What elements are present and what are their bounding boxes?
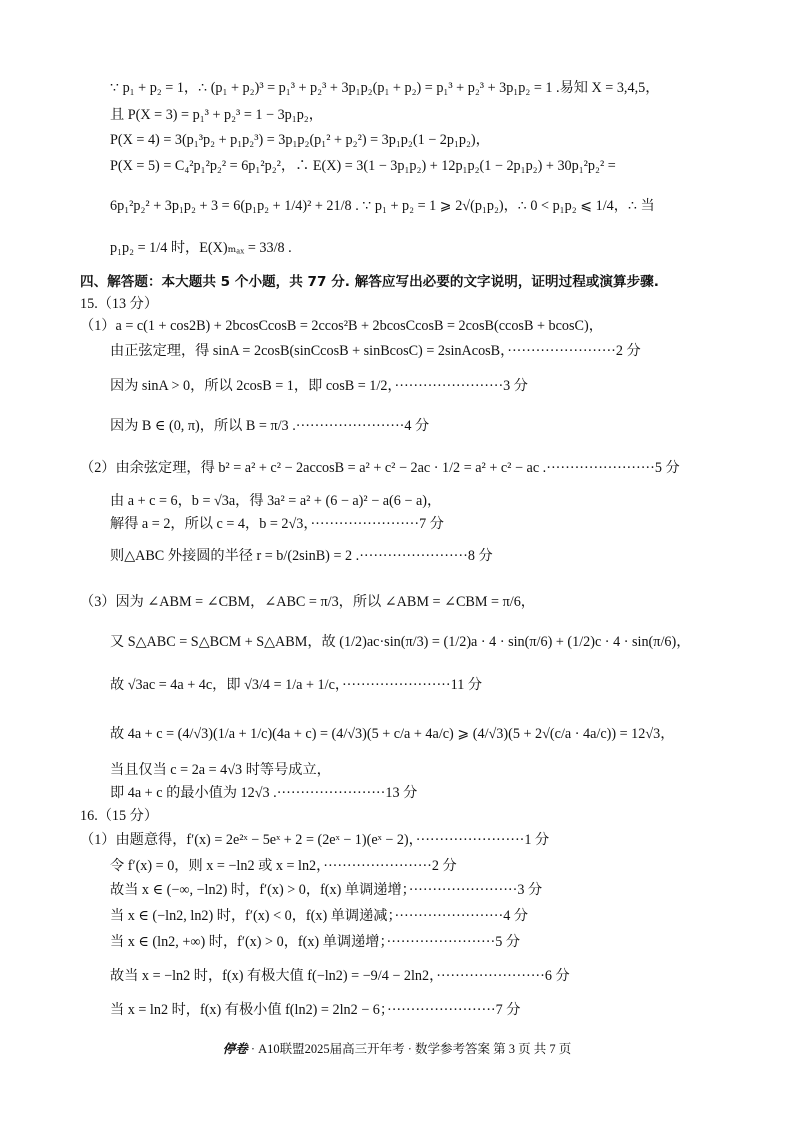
- line-l24: （1）由题意得，f′(x) = 2e²ˣ − 5eˣ + 2 = (2eˣ − 1)(eˣ − 2)，·······················1 分: [80, 832, 550, 848]
- line-l01: ∵ p₁ + p₂ = 1，∴ (p₁ + p₂)³ = p₁³ + p₂³ + 3p₁p₂(p₁ + p₂) = p₁³ + p₂³ + 3p₁p₂ = 1 .易知 X = 3,4,5，: [110, 80, 660, 96]
- line-l13: （2）由余弦定理，得 b² = a² + c² − 2accosB = a² + c² − 2ac · 1/2 = a² + c² − ac .·······················5 分: [80, 460, 680, 476]
- problem-15-header: 15.（13 分）: [80, 296, 159, 312]
- line-l03: P(X = 4) = 3(p₁³p₂ + p₁p₂³) = 3p₁p₂(p₁² + p₂²) = 3p₁p₂(1 − 2p₁p₂)，: [110, 132, 490, 148]
- brand-logo: 停卷: [222, 1041, 248, 1056]
- section-heading: 四、解答题：本大题共 5 个小题，共 77 分. 解答应写出必要的文字说明，证明过程或演算步骤.: [80, 274, 659, 290]
- line-l16: 则△ABC 外接圆的半径 r = b/(2sinB) = 2 .·······················8 分: [110, 548, 493, 564]
- line-l09: （1）a = c(1 + cos2B) + 2bcosCcosB = 2ccos²B + 2bcosCcosB = 2cosB(ccosB + bcosC)，: [80, 318, 603, 334]
- line-l02: 且 P(X = 3) = p₁³ + p₂³ = 1 − 3p₁p₂，: [110, 107, 323, 123]
- line-l04: P(X = 5) = C₄²p₁²p₂² = 6p₁²p₂²，∴ E(X) = 3(1 − 3p₁p₂) + 12p₁p₂(1 − 2p₁p₂) + 30p₁²p₂² =: [110, 158, 616, 174]
- line-l28: 当 x ∈ (ln2, +∞) 时，f′(x) > 0，f(x) 单调递增；·······················5 分: [110, 934, 521, 950]
- line-l15: 解得 a = 2，所以 c = 4，b = 2√3，·······················7 分: [110, 516, 444, 532]
- line-l20: 故 4a + c = (4/√3)(1/a + 1/c)(4a + c) = (4/√3)(5 + c/a + 4a/c) ⩾ (4/√3)(5 + 2√(c/a · 4a/c)) = 12√3，: [110, 726, 675, 742]
- line-l27: 当 x ∈ (−ln2, ln2) 时，f′(x) < 0，f(x) 单调递减；·······················4 分: [110, 908, 529, 924]
- page-footer: [0, 1040, 794, 1058]
- line-l29: 故当 x = −ln2 时，f(x) 有极大值 f(−ln2) = −9/4 − 2ln2，·······················6 分: [110, 968, 570, 984]
- problem-16-header: 16.（15 分）: [80, 808, 159, 824]
- line-l05: 6p₁²p₂² + 3p₁p₂ + 3 = 6(p₁p₂ + 1/4)² + 21/8 . ∵ p₁ + p₂ = 1 ⩾ 2√(p₁p₂)，∴ 0 < p₁p₂ ⩽ 1/4，∴ 当: [110, 198, 655, 214]
- line-l11: 因为 sinA > 0，所以 2cosB = 1，即 cosB = 1/2，·······················3 分: [110, 378, 528, 394]
- footer-text: · A10联盟2025届高三开年考 · 数学参考答案 第 3 页 共 7 页: [250, 1042, 572, 1056]
- line-l14: 由 a + c = 6，b = √3a，得 3a² = a² + (6 − a)² − a(6 − a)，: [110, 493, 442, 509]
- line-l25: 令 f′(x) = 0，则 x = −ln2 或 x = ln2，·······················2 分: [110, 858, 457, 874]
- line-l18: 又 S△ABC = S△BCM + S△ABM，故 (1/2)ac·sin(π/3) = (1/2)a · 4 · sin(π/6) + (1/2)c · 4 · sin(π/6)，: [110, 634, 691, 650]
- line-l17: （3）因为 ∠ABM = ∠CBM，∠ABC = π/3，所以 ∠ABM = ∠CBM = π/6，: [80, 594, 535, 610]
- line-l06: p₁p₂ = 1/4 时，E(X)ₘₐₓ = 33/8 .: [110, 240, 292, 256]
- line-l26: 故当 x ∈ (−∞, −ln2) 时，f′(x) > 0，f(x) 单调递增；·······················3 分: [110, 882, 543, 898]
- line-l22: 即 4a + c 的最小值为 12√3 .·······················13 分: [110, 785, 418, 801]
- line-l21: 当且仅当 c = 2a = 4√3 时等号成立，: [110, 762, 331, 778]
- line-l10: 由正弦定理，得 sinA = 2cosB(sinCcosB + sinBcosC) = 2sinAcosB，·······················2 分: [110, 343, 641, 359]
- line-l12: 因为 B ∈ (0, π)，所以 B = π/3 .·······················4 分: [110, 418, 430, 434]
- line-l30: 当 x = ln2 时，f(x) 有极小值 f(ln2) = 2ln2 − 6；·······················7 分: [110, 1002, 521, 1018]
- line-l19: 故 √3ac = 4a + 4c，即 √3/4 = 1/a + 1/c，·······················11 分: [110, 677, 483, 693]
